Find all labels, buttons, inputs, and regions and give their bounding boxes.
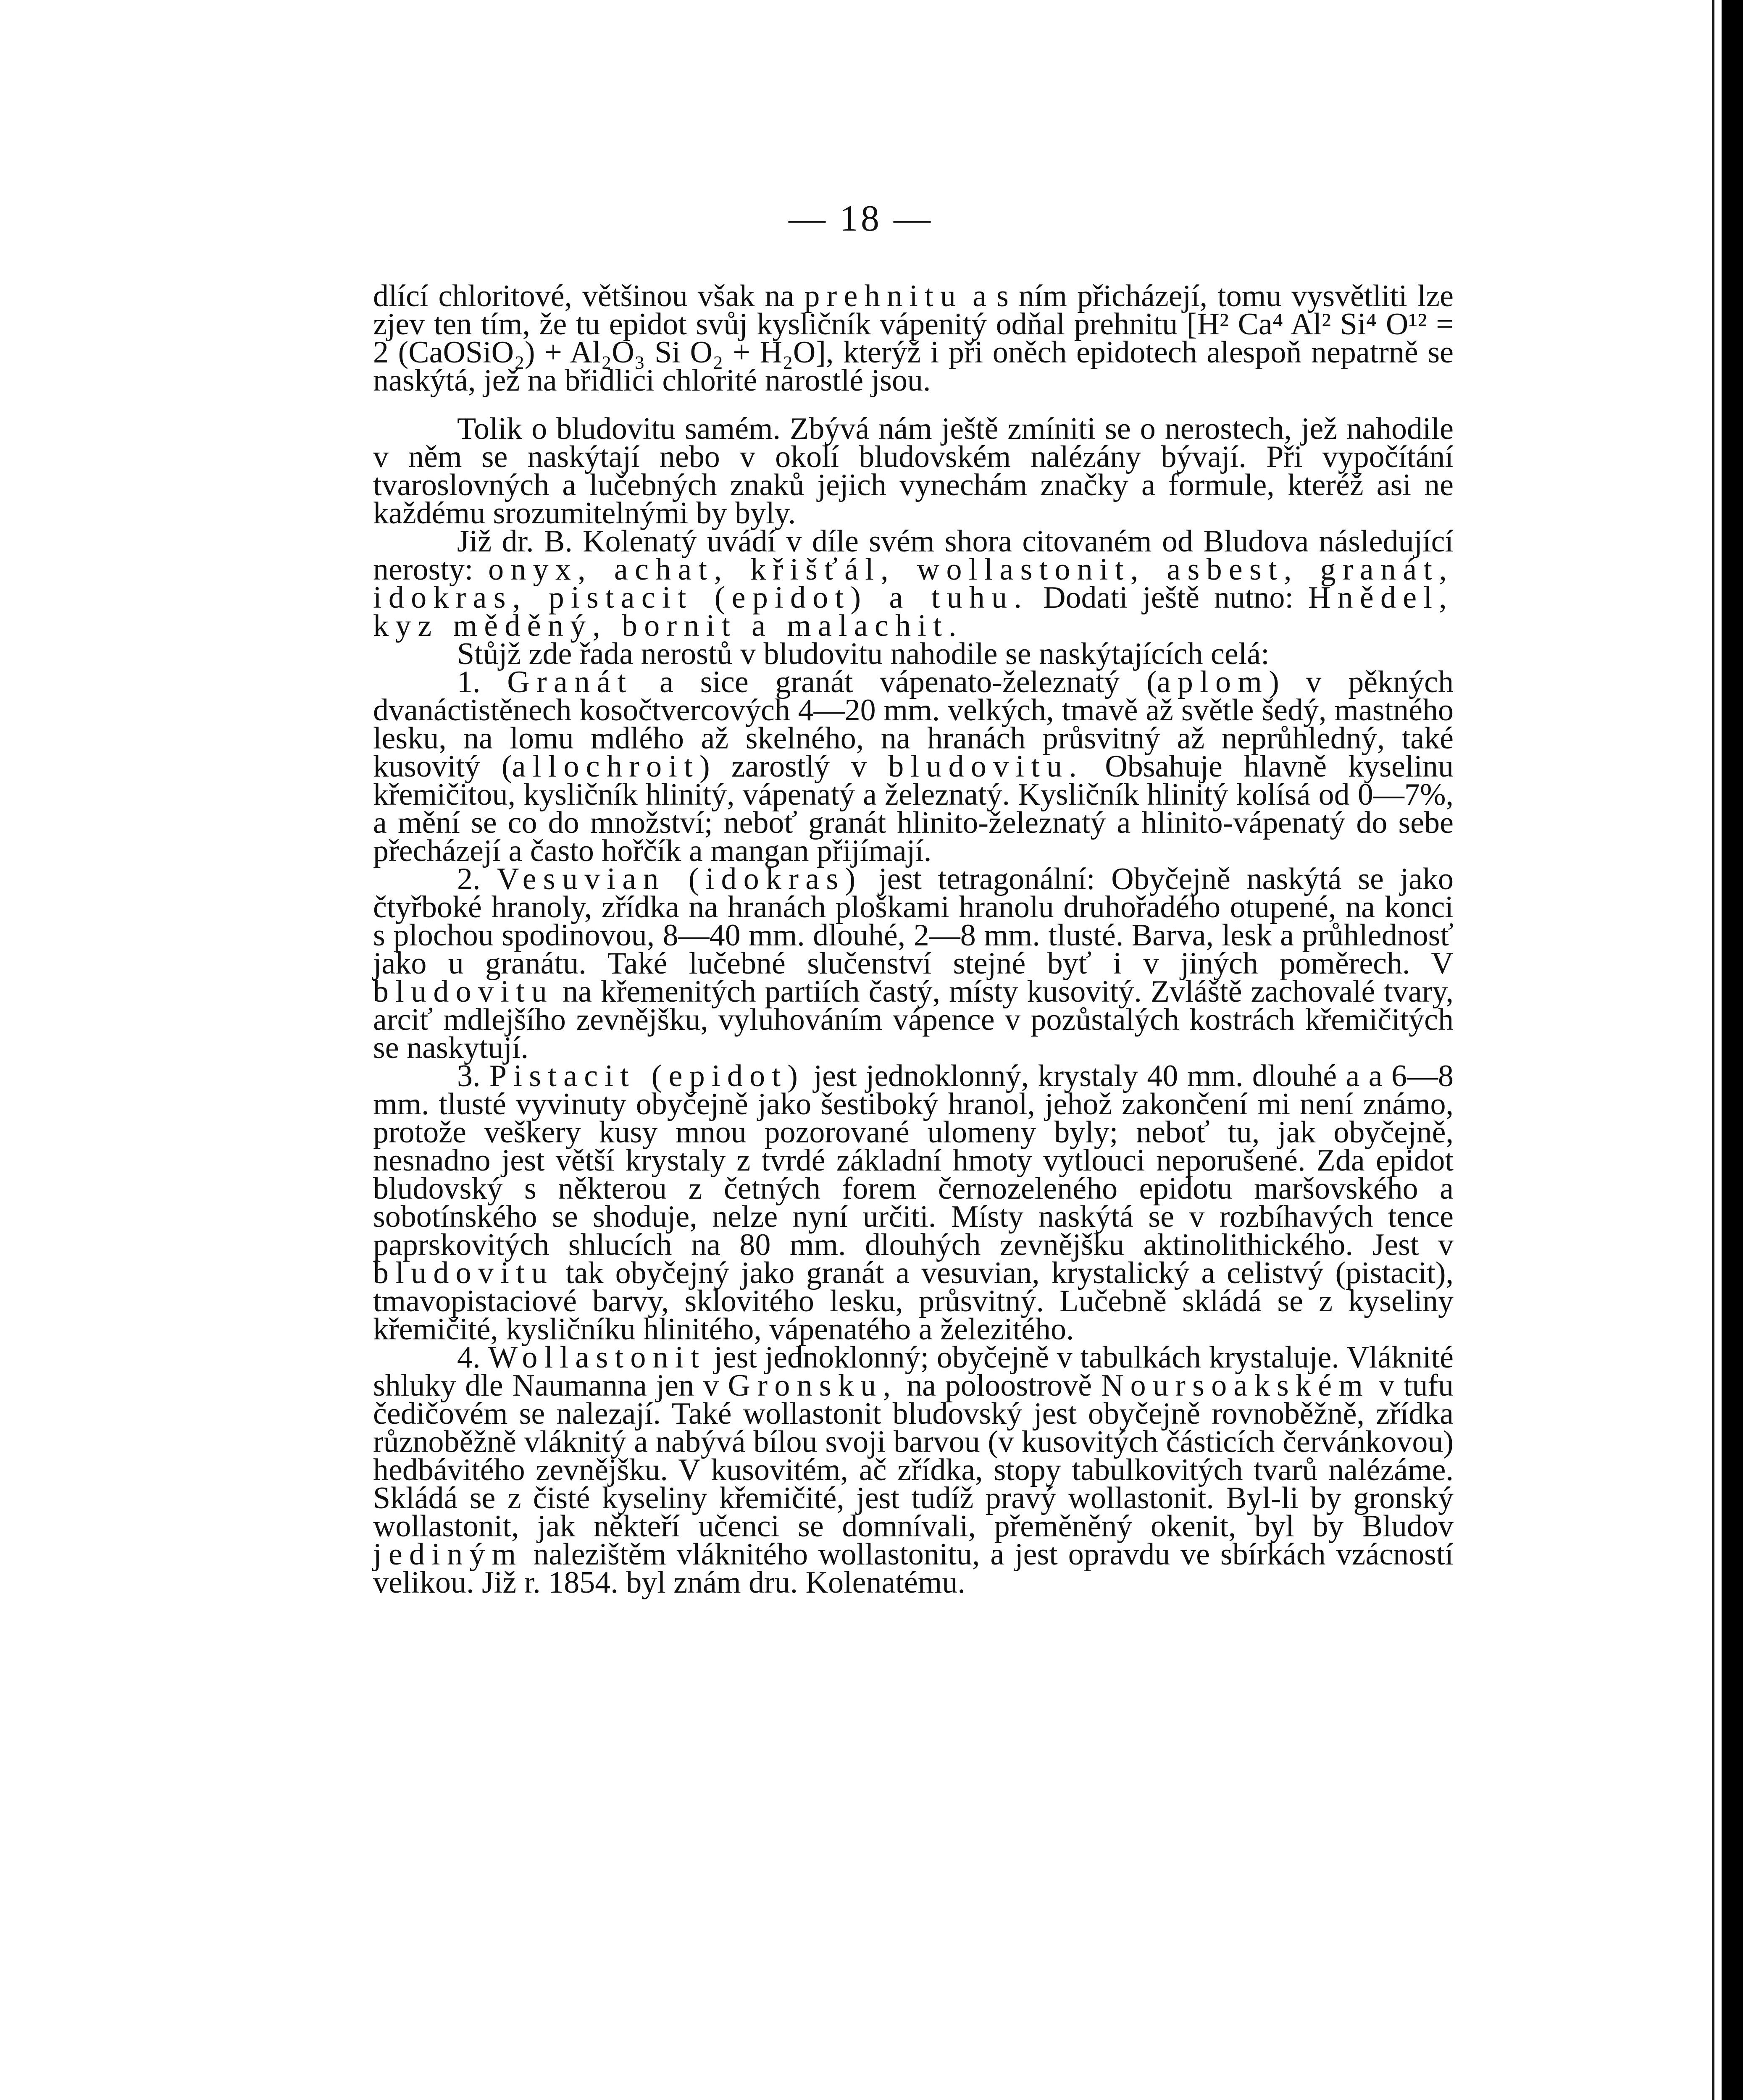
text-run-spaced: allochroit [512, 749, 700, 784]
text-run-spaced: Pistacit (epidot) [489, 1059, 805, 1093]
text-run-spaced: bludovitu [373, 1256, 554, 1290]
text-run: dlící chloritové, většinou však na [373, 279, 804, 313]
text-run: tak obyčejný jako granát a vesuvian, krystalický a celistvý (pistacit), tmavopistaciové barvy, sklovitého lesku, průsvitný. Lučebně skládá se z kyseliny křemičité, kysličníku hlinitého, vápenatého a železitého. [373, 1256, 1454, 1347]
paragraph [373, 862, 1454, 1065]
paragraph [373, 665, 1454, 868]
text-run: ) zarostlý v [699, 749, 889, 784]
text-run: 1. [457, 665, 507, 699]
text-run: jest jednoklonný, krystaly 40 mm. dlouhé a a 6—8 mm. tlusté vyvinuty obyčejně jako šestiboký hranol, jehož zakončení mi není známo, protože veškery kusy mnou pozorované ulomeny byly; neboť tu, jak obyčejně, nesnadno jest větší krystaly z tvrdé základní hmoty vytlouci neporušené. Zda epidot bludovský s některou z četných forem černozeleného epidotu maršovského a sobotínského se shoduje, nelze nyní určiti. Místy naskýtá se v rozbíhavých tence paprskovitých shlucích na 80 mm. dlouhých zevnějšku aktinolithického. Jest v [373, 1059, 1454, 1262]
text-run: nalezištěm vláknitého wollastonitu, a jest opravdu ve sbírkách vzácností velikou. Již r. 1854. byl znám dru. Kolenatému. [373, 1537, 1454, 1600]
text-run: 3. [457, 1059, 489, 1093]
text-run: na poloostrově [897, 1368, 1101, 1403]
text-run-spaced: prehnitu [804, 279, 963, 313]
paragraph [373, 1059, 1454, 1347]
paragraph [373, 412, 1454, 530]
text-run-spaced: aplom [1157, 665, 1269, 699]
text-run: Tolik o bludovitu samém. Zbývá nám ještě zmíniti se o nerostech, jež nahodile v něm se naskýtají nebo v okolí bludovském nalézány bývají. Při vypočítání tvaroslovných a lučebných znaků jejich vynechám značky a formule, kteréž asi ne každému srozumitelnými by byly. [373, 412, 1454, 530]
text-run-spaced: Vesuvian (idokras) [497, 862, 862, 896]
text-run: jest jednoklonný; obyčejně v tabulkách krystaluje. Vláknité shluky dle Naumanna jen v [373, 1340, 1454, 1403]
text-run: a s ním přicházejí, tomu vysvětliti lze zjev ten tím, že tu epidot svůj kysličník vápenitý odňal prehnitu [H² Ca⁴ Al² Si⁴ O¹² = 2 (CaOSiO₂) + Al₂O₃ Si O₂ + H₂O], kterýž i při oněch epidotech alespoň nepatrně se naskýtá, jež na břidlici chlorité narostlé jsou. [373, 279, 1454, 398]
page-number: — 18 — [789, 198, 933, 239]
text-run-spaced: Noursoakském [1101, 1368, 1370, 1403]
text-run: a sice granát vápenato-železnatý ( [633, 665, 1157, 699]
text-run-spaced: bludovitu [373, 974, 554, 1009]
text-body [373, 279, 1454, 1600]
paragraph [373, 524, 1454, 643]
paragraph [373, 1340, 1454, 1600]
text-run: 2. [457, 862, 497, 896]
scan-edge-strip [1712, 0, 1714, 2100]
text-run: v tufu čedičovém se nalezají. Také wollastonit bludovský jest obyčejně rovnoběžně, zřídka různoběžně vláknitý a nabývá bílou svoji barvou (v kusovitých částicích červánkovou) hedbávitého zevnějšku. V kusovitém, ač zřídka, stopy tabulkovitých tvarů nalézáme. Skládá se z čisté kyseliny křemičité, jest tudíž pravý wollastonit. Byl-li by gronský wollastonit, jak někteří učenci se domnívali, přeměněný okenit, byl by Bludov [373, 1368, 1454, 1544]
paragraph [373, 279, 1454, 398]
text-run-spaced: Granát [507, 665, 633, 699]
scan-edge [1722, 0, 1743, 2100]
text-run: na křemenitých partiích častý, místy kusovitý. Zvláště zachovalé tvary, arciť mdlejšího zevnějšku, vyluhováním vápence v pozůstalých kostrách křemičitých se naskytují. [373, 974, 1454, 1065]
text-run-spaced: jediným [373, 1537, 523, 1572]
text-run-spaced: Hnědel, kyz měděný, bornit a malachit. [373, 580, 1454, 643]
text-run-spaced: Wollastonit [488, 1340, 706, 1375]
text-run: Stůjž zde řada nerostů v bludovitu nahodile se naskýtajících celá: [457, 637, 1270, 671]
text-run: 4. [457, 1340, 489, 1375]
text-run: ) v pěkných dvanáctistěnech kosočtvercových 4—20 mm. velkých, tmavě až světle šedý, mastného lesku, na lomu mdlého až skelného, na hranách průsvitný až neprůhledný, také kusovitý ( [373, 665, 1454, 784]
text-run-spaced: bludovitu. [888, 749, 1084, 784]
text-run: jest tetragonální: Obyčejně naskýtá se jako čtyřboké hranoly, zřídka na hranách ploškami hranolu druhořadého otupené, na konci s plochou spodinovou, 8—40 mm. dlouhé, 2—8 mm. tlusté. Barva, lesk a průhlednosť jako u granátu. Také lučebné slučenství stejné byť i v jiných poměrech. V [373, 862, 1454, 981]
text-run: Již dr. B. Kolenatý uvádí v díle svém shora citovaném od Bludova následující nerosty: [373, 524, 1454, 587]
text-run: Obsahuje hlavně kyselinu křemičitou, kysličník hlinitý, vápenatý a železnatý. Kysličník hlinitý kolísá od 0—7%, a mění se co do množství; neboť granát hlinito-železnatý a hlinito-vápenatý do sebe přecházejí a často hořčík a mangan přijímají. [373, 749, 1454, 868]
text-run-spaced: Gronsku, [728, 1368, 898, 1403]
paragraph [373, 637, 1454, 671]
text-run: Dodati ještě nutno: [1028, 580, 1308, 615]
text-run-spaced: onyx, achat, křišťál, wollastonit, asbest, granát, idokras, pistacit (epidot) a tuhu. [373, 552, 1454, 615]
